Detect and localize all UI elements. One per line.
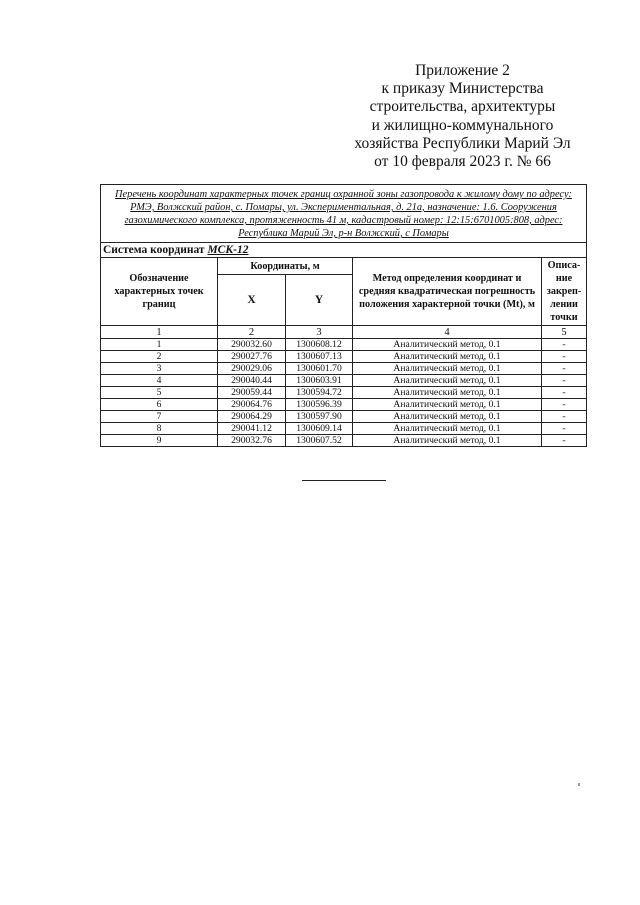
header-description: Описа-ние закреп-лении точки xyxy=(542,258,587,326)
cell-x: 290029.06 xyxy=(218,363,286,375)
table-row xyxy=(101,363,587,375)
coordinate-system-name: МСК-12 xyxy=(207,243,249,256)
header-line: и жилищно-коммунального xyxy=(371,116,554,134)
table-row xyxy=(101,387,587,399)
cell-method: Аналитический метод, 0.1 xyxy=(353,411,542,423)
cell-method: Аналитический метод, 0.1 xyxy=(353,375,542,387)
column-number: 2 xyxy=(218,326,286,339)
header-row xyxy=(101,258,587,275)
table-row xyxy=(101,339,587,351)
header-method: Метод определения координат и средняя квадратическая погрешность положения характерной точки (Mt), м xyxy=(353,258,542,326)
cell-y: 1300609.14 xyxy=(286,423,353,435)
cell-x: 290040.44 xyxy=(218,375,286,387)
cell-description: - xyxy=(542,339,587,351)
table-row xyxy=(101,435,587,447)
caption-row xyxy=(101,185,587,243)
cell-y: 1300607.13 xyxy=(286,351,353,363)
table-row xyxy=(101,351,587,363)
cell-point: 9 xyxy=(101,435,218,447)
cell-method: Аналитический метод, 0.1 xyxy=(353,363,542,375)
cell-description: - xyxy=(542,375,587,387)
column-number: 1 xyxy=(101,326,218,339)
header-line: хозяйства Республики Марий Эл xyxy=(354,134,571,152)
cell-x: 290064.76 xyxy=(218,399,286,411)
cell-description: - xyxy=(542,387,587,399)
cell-x: 290059.44 xyxy=(218,387,286,399)
table-caption: Перечень координат характерных точек границ охранной зоны газопровода к жилому дому по адресу: РМЭ, Волжский район, с. Помары, ул. Экспериментальная, д. 21а, назначение: 1.6. Сооружения газохимического комплекса, протяженность 41 м, кадастровый номер: 12:15:6701005:808, адрес: Республика Марий Эл, р-н Волжский, с Помары xyxy=(101,185,587,243)
cell-point: 1 xyxy=(101,339,218,351)
cell-point: 2 xyxy=(101,351,218,363)
table-row xyxy=(101,423,587,435)
coordinate-system xyxy=(101,243,587,258)
cell-method: Аналитический метод, 0.1 xyxy=(353,339,542,351)
cell-method: Аналитический метод, 0.1 xyxy=(353,399,542,411)
column-number-row xyxy=(101,326,587,339)
cell-point: 3 xyxy=(101,363,218,375)
cell-description: - xyxy=(542,399,587,411)
cell-method: Аналитический метод, 0.1 xyxy=(353,351,542,363)
table-row xyxy=(101,375,587,387)
cell-description: - xyxy=(542,351,587,363)
table-row xyxy=(101,411,587,423)
cell-y: 1300601.70 xyxy=(286,363,353,375)
cell-x: 290041.12 xyxy=(218,423,286,435)
header-y: Y xyxy=(286,275,353,326)
cell-description: - xyxy=(542,435,587,447)
end-divider xyxy=(302,480,386,481)
column-number: 4 xyxy=(353,326,542,339)
header-x: X xyxy=(218,275,286,326)
coordinates-table xyxy=(100,184,587,447)
column-number: 3 xyxy=(286,326,353,339)
cell-method: Аналитический метод, 0.1 xyxy=(353,387,542,399)
cell-y: 1300603.91 xyxy=(286,375,353,387)
cell-y: 1300596.39 xyxy=(286,399,353,411)
cell-x: 290064.29 xyxy=(218,411,286,423)
coordinate-system-row xyxy=(101,243,587,258)
header-line: строительства, архитектуры xyxy=(369,98,556,116)
header-designation: Обозначение характерных точек границ xyxy=(101,258,218,326)
header-coordinates: Координаты, м xyxy=(218,258,353,275)
cell-method: Аналитический метод, 0.1 xyxy=(353,435,542,447)
cell-point: 8 xyxy=(101,423,218,435)
cell-x: 290032.76 xyxy=(218,435,286,447)
cell-y: 1300597.90 xyxy=(286,411,353,423)
header-line: Приложение 2 xyxy=(415,62,510,79)
header-line: к приказу Министерства xyxy=(381,80,544,98)
cell-point: 5 xyxy=(101,387,218,399)
coordinate-system-label: Система координат xyxy=(103,243,205,256)
cell-y: 1300608.12 xyxy=(286,339,353,351)
cell-x: 290032.60 xyxy=(218,339,286,351)
header-line: от 10 февраля 2023 г. № 66 xyxy=(374,153,551,171)
appendix-header xyxy=(330,62,595,171)
column-number: 5 xyxy=(542,326,587,339)
cell-y: 1300607.52 xyxy=(286,435,353,447)
cell-description: - xyxy=(542,363,587,375)
cell-description: - xyxy=(542,423,587,435)
cell-x: 290027.76 xyxy=(218,351,286,363)
scan-speck xyxy=(578,783,580,786)
coordinates-table-body xyxy=(101,185,587,447)
cell-y: 1300594.72 xyxy=(286,387,353,399)
table-row xyxy=(101,399,587,411)
cell-point: 7 xyxy=(101,411,218,423)
cell-point: 6 xyxy=(101,399,218,411)
cell-point: 4 xyxy=(101,375,218,387)
cell-method: Аналитический метод, 0.1 xyxy=(353,423,542,435)
cell-description: - xyxy=(542,411,587,423)
